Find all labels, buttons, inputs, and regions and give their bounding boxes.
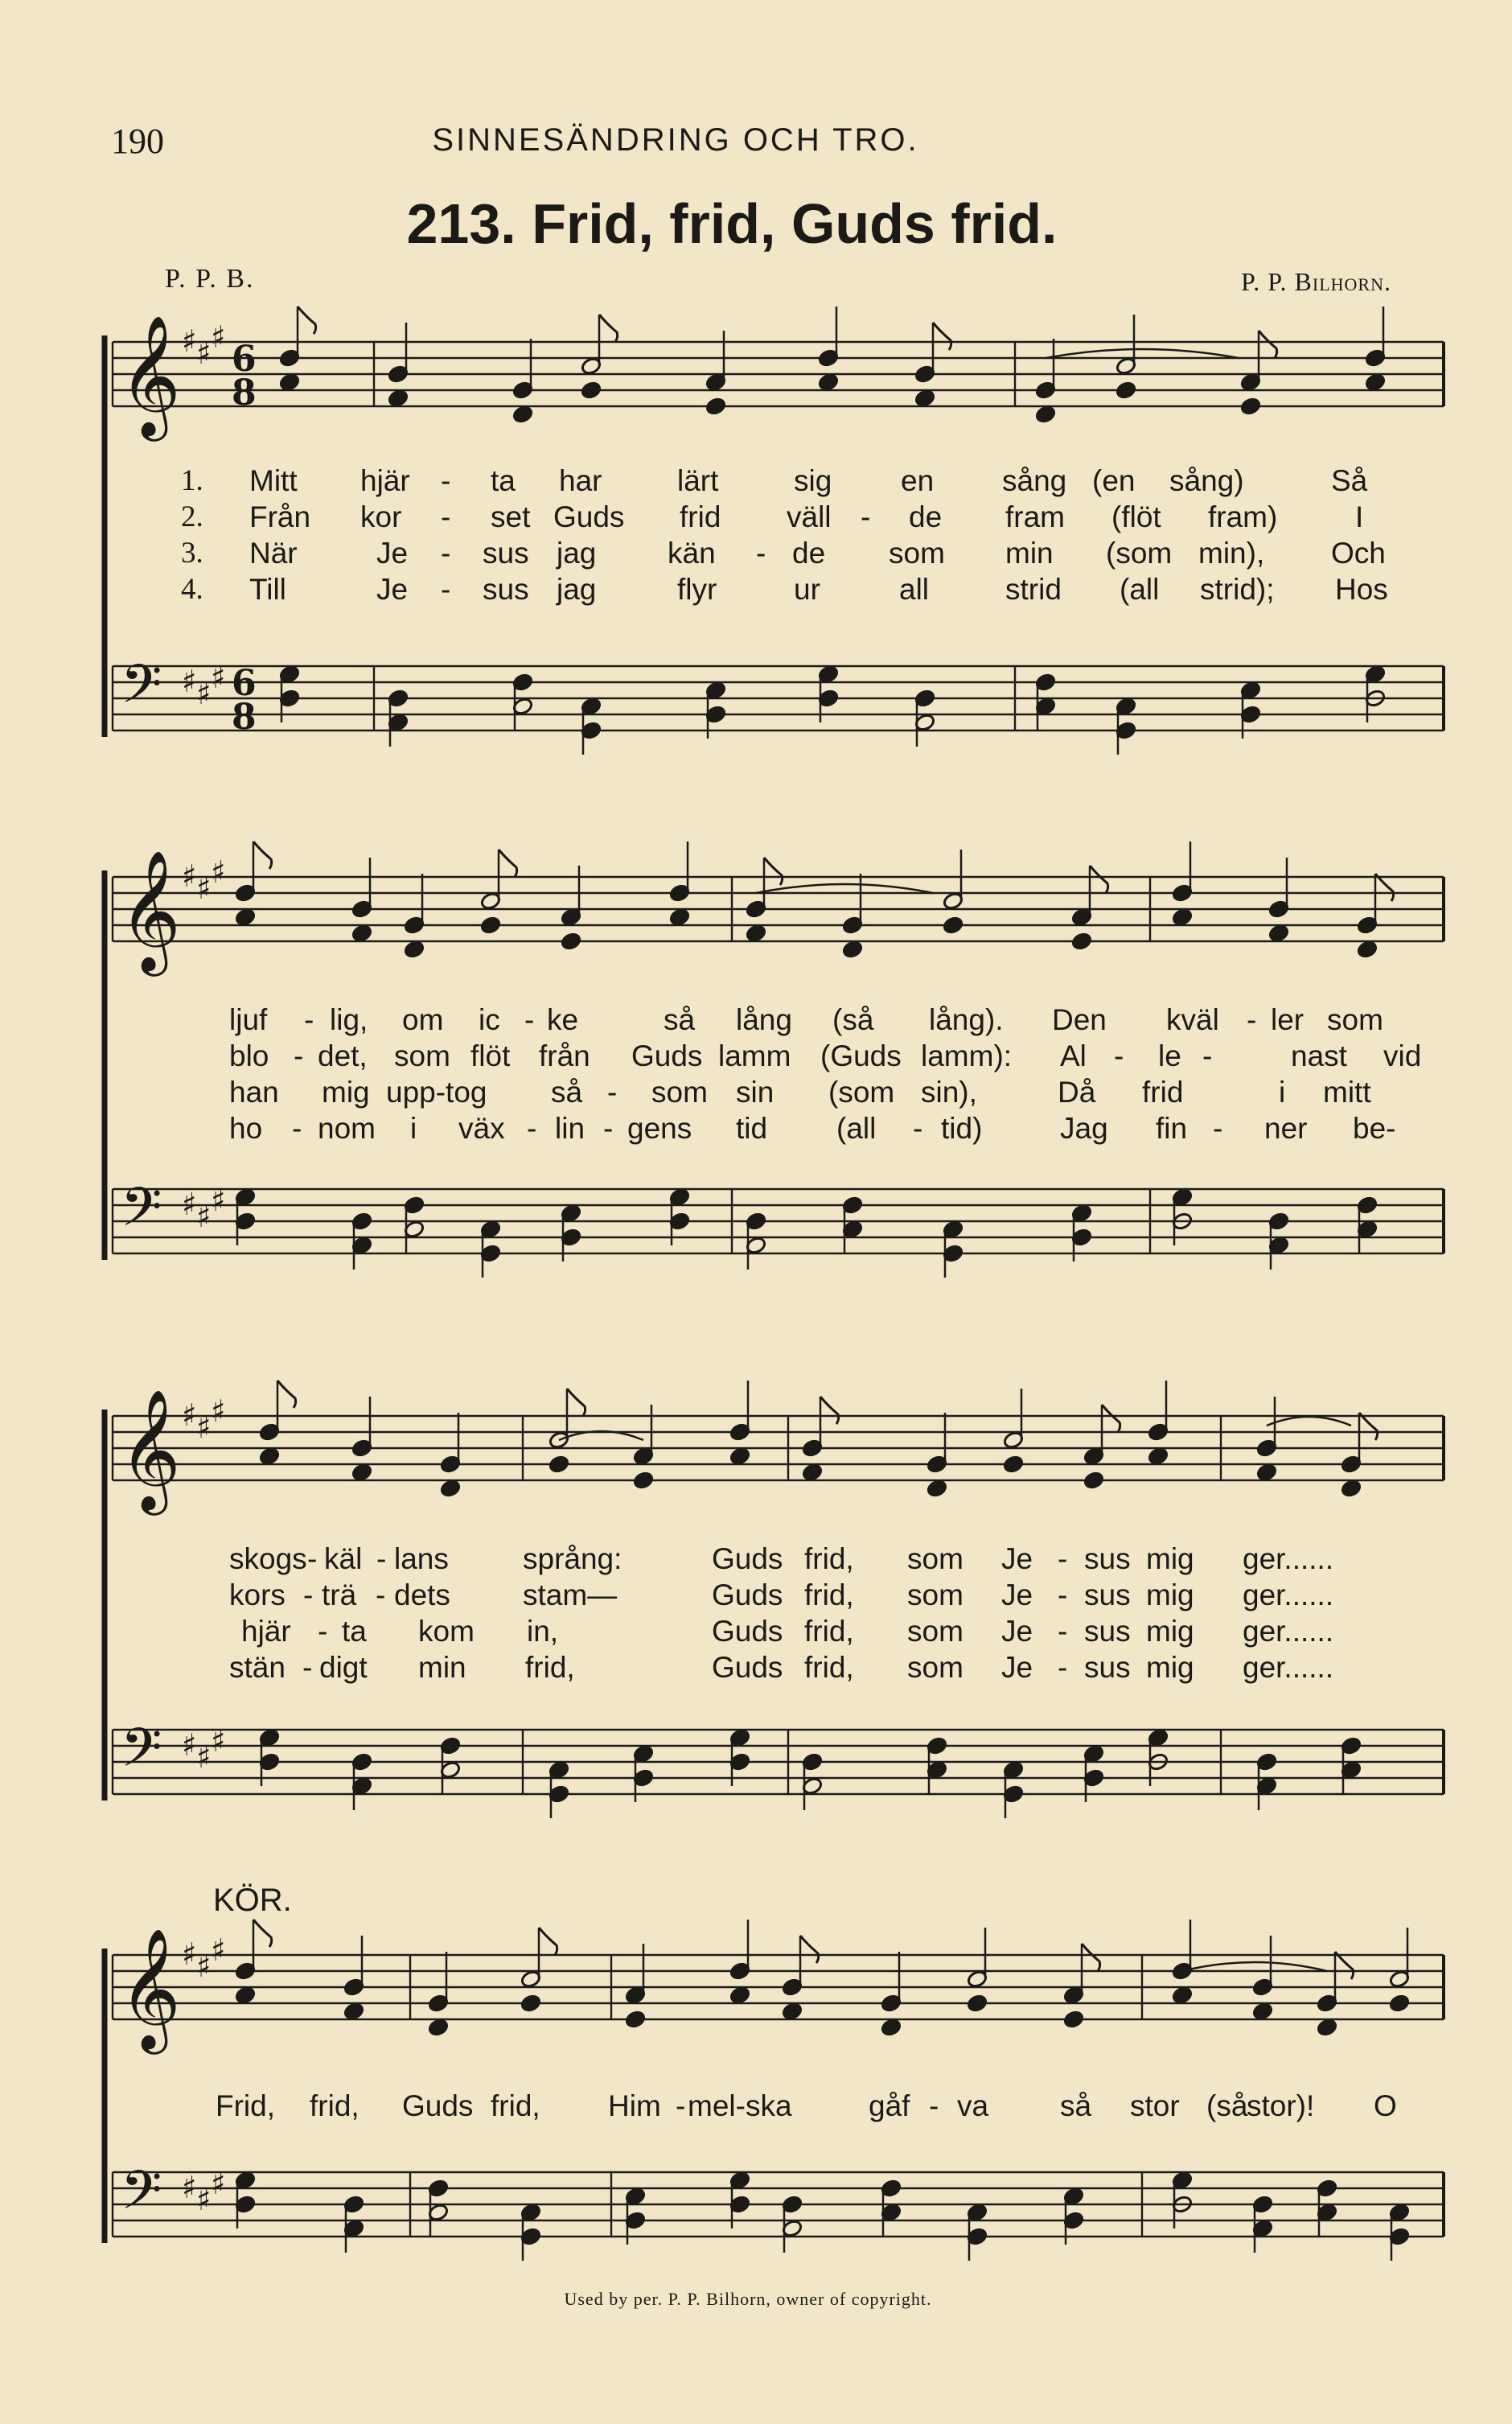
sharp-sign: ♯ bbox=[196, 1199, 212, 1234]
lyric-word: Guds bbox=[712, 1578, 783, 1611]
lyric-word: - bbox=[756, 537, 766, 570]
sharp-sign: ♯ bbox=[196, 1739, 212, 1775]
sharp-sign: ♯ bbox=[211, 854, 226, 890]
treble-clef: 𝄞 bbox=[119, 1388, 181, 1510]
lyric-word: - bbox=[1058, 1651, 1068, 1684]
lyric-word: ger...... bbox=[1243, 1542, 1334, 1575]
lyric-word: frid, bbox=[804, 1651, 854, 1684]
lyric-word: (flöt bbox=[1111, 500, 1161, 533]
lyric-word: digt bbox=[319, 1651, 368, 1684]
lyric-word: - bbox=[441, 537, 451, 570]
lyric-word: - bbox=[303, 1578, 314, 1611]
lyric-word: så bbox=[551, 1076, 583, 1109]
lyric-word: som bbox=[651, 1076, 708, 1109]
lyric-word: frid, bbox=[310, 2089, 360, 2122]
lyric-word: ta bbox=[491, 464, 516, 497]
notehead bbox=[343, 2002, 365, 2021]
lyric-word: lans bbox=[394, 1542, 449, 1575]
lyric-word: gåf bbox=[869, 2089, 910, 2122]
notehead bbox=[235, 1986, 257, 2005]
lyric-word: (som bbox=[1106, 537, 1173, 570]
lyric-word: Jag bbox=[1060, 1112, 1108, 1145]
lyric-word: Je bbox=[376, 537, 409, 570]
lyric-word: sin), bbox=[921, 1076, 977, 1109]
lyric-word: Je bbox=[1001, 1542, 1033, 1575]
lyric-word: stor)! bbox=[1247, 2089, 1315, 2122]
lyric-word: ho bbox=[229, 1112, 263, 1145]
lyric-word: Je bbox=[1001, 1615, 1033, 1648]
lyric-word: Då bbox=[1058, 1076, 1096, 1109]
notehead bbox=[1172, 1986, 1194, 2005]
lyric-word: väll bbox=[787, 500, 832, 533]
lyric-word: lin bbox=[555, 1112, 585, 1145]
lyric-word: mig bbox=[1146, 1578, 1194, 1611]
notehead bbox=[1252, 2002, 1274, 2021]
lyric-word: en bbox=[901, 464, 935, 497]
lyric-word: sus bbox=[1084, 1615, 1131, 1648]
lyric-word: stam— bbox=[523, 1578, 618, 1611]
notehead bbox=[782, 2002, 803, 2021]
lyric-word: ta bbox=[342, 1615, 367, 1648]
lyric-word: Hos bbox=[1335, 573, 1388, 606]
bass-clef: 𝄢 bbox=[121, 653, 162, 728]
sharp-sign: ♯ bbox=[196, 1949, 212, 1984]
sharp-sign: ♯ bbox=[182, 1727, 197, 1763]
lyric-word: - bbox=[302, 1651, 313, 1684]
treble-clef: 𝄞 bbox=[119, 314, 181, 436]
lyric-word: språng: bbox=[523, 1542, 622, 1575]
lyric-word: kväl bbox=[1166, 1003, 1219, 1036]
lyric-word: lamm): bbox=[921, 1039, 1013, 1072]
lyric-word: ke bbox=[547, 1003, 579, 1036]
lyric-word: sus bbox=[1084, 1542, 1131, 1575]
lyric-word: (som bbox=[828, 1076, 895, 1109]
note-flag bbox=[253, 1920, 272, 1947]
lyric-word: stor bbox=[1130, 2089, 1180, 2122]
note-flag bbox=[1082, 1944, 1100, 1971]
lyric-word: Från bbox=[249, 500, 311, 533]
notehead bbox=[881, 2018, 902, 2037]
lyric-word: - bbox=[292, 1112, 302, 1145]
lyric-word: nast bbox=[1291, 1039, 1347, 1072]
lyric-word: in, bbox=[527, 1615, 559, 1648]
lyric-word: sin bbox=[736, 1076, 774, 1109]
lyric-word: upp-tog bbox=[386, 1076, 487, 1109]
lyric-word: - bbox=[524, 1003, 535, 1036]
sharp-sign: ♯ bbox=[211, 660, 226, 695]
lyric-word: min bbox=[1005, 537, 1054, 570]
lyric-word: Him bbox=[608, 2089, 661, 2122]
lyric-word: mitt bbox=[1323, 1076, 1371, 1109]
lyric-word: Guds bbox=[631, 1039, 703, 1072]
copyright-notice: Used by per. P. P. Bilhorn, owner of copyright. bbox=[564, 2289, 932, 2309]
lyric-word: trä bbox=[322, 1578, 357, 1611]
lyric-word: va bbox=[957, 2089, 989, 2122]
lyric-word: blo bbox=[229, 1039, 269, 1072]
lyric-word: sus bbox=[483, 573, 529, 606]
lyric-word: frid, bbox=[804, 1578, 854, 1611]
lyric-word: - bbox=[294, 1039, 304, 1072]
lyric-word: - bbox=[676, 2089, 686, 2122]
verse-number: 1. bbox=[181, 464, 203, 497]
lyric-word: - bbox=[1114, 1039, 1124, 1072]
lyric-word: så bbox=[1060, 2089, 1092, 2122]
lyric-word: ger...... bbox=[1243, 1578, 1334, 1611]
sharp-sign: ♯ bbox=[182, 1187, 197, 1222]
lyric-word: som bbox=[907, 1651, 963, 1684]
lyric-word: - bbox=[913, 1112, 923, 1145]
lyric-word: - bbox=[376, 1578, 386, 1611]
lyric-word: som bbox=[889, 537, 945, 570]
lyric-word: från bbox=[539, 1039, 590, 1072]
composer-credit: P. P. Bilhorn. bbox=[1241, 267, 1391, 296]
verse-number: 3. bbox=[181, 537, 203, 570]
lyric-word: (så bbox=[832, 1003, 874, 1036]
lyric-word: mig bbox=[322, 1076, 370, 1109]
lyric-word: jag bbox=[557, 537, 597, 570]
lyric-word: När bbox=[249, 537, 298, 570]
sharp-sign: ♯ bbox=[182, 323, 197, 359]
lyric-word: flöt bbox=[470, 1039, 511, 1072]
lyric-word: set bbox=[491, 500, 531, 533]
lyric-word: - bbox=[376, 1542, 387, 1575]
lyric-word: (en bbox=[1092, 464, 1136, 497]
sharp-sign: ♯ bbox=[211, 1932, 226, 1968]
lyric-word: Så bbox=[1331, 464, 1368, 497]
lyric-word: Al bbox=[1060, 1039, 1087, 1072]
lyric-word: sig bbox=[794, 464, 832, 497]
running-title: SINNESÄNDRING OCH TRO. bbox=[432, 122, 919, 158]
chorus-label: KÖR. bbox=[213, 1883, 292, 1918]
lyric-word: strid bbox=[1005, 573, 1062, 606]
time-signature-bottom: 8 bbox=[232, 372, 257, 414]
lyric-word: mig bbox=[1146, 1542, 1194, 1575]
lyric-word: sång bbox=[1002, 464, 1067, 497]
lyric-word: kor bbox=[360, 500, 402, 533]
sharp-sign: ♯ bbox=[196, 870, 212, 906]
lyric-word: fram) bbox=[1208, 500, 1278, 533]
lyric-word: kors bbox=[229, 1578, 286, 1611]
lyric-word: frid, bbox=[804, 1542, 854, 1575]
lyric-word: - bbox=[607, 1076, 618, 1109]
lyric-word: hjär bbox=[360, 464, 410, 497]
lyric-word: - bbox=[1202, 1039, 1213, 1072]
verse-number: 2. bbox=[181, 500, 203, 533]
lyric-word: gens bbox=[627, 1112, 692, 1145]
lyric-word: stän bbox=[229, 1651, 286, 1684]
sharp-sign: ♯ bbox=[211, 1723, 226, 1759]
sharp-sign: ♯ bbox=[182, 1936, 197, 1972]
lyric-word: de bbox=[909, 500, 943, 533]
sharp-sign: ♯ bbox=[182, 664, 197, 699]
lyric-word: (så bbox=[1206, 2089, 1248, 2122]
lyric-word: min bbox=[418, 1651, 466, 1684]
lyric-word: - bbox=[1213, 1112, 1223, 1145]
lyric-word: ler bbox=[1271, 1003, 1305, 1036]
lyric-word: som bbox=[907, 1615, 963, 1648]
lyric-word: tid bbox=[736, 1112, 768, 1145]
lyric-word: sus bbox=[1084, 1651, 1131, 1684]
time-signature-bottom: 8 bbox=[232, 697, 257, 738]
lyric-word: - bbox=[929, 2089, 939, 2122]
lyric-word: - bbox=[1058, 1615, 1068, 1648]
lyric-word: - bbox=[1058, 1542, 1068, 1575]
lyric-word: lång bbox=[736, 1003, 792, 1036]
sharp-sign: ♯ bbox=[196, 1410, 212, 1445]
lyric-word: - bbox=[318, 1615, 328, 1648]
treble-clef: 𝄞 bbox=[119, 1927, 181, 2049]
lyric-word: O bbox=[1374, 2089, 1397, 2122]
notehead bbox=[1389, 1994, 1411, 2013]
lyric-word: (all bbox=[836, 1112, 877, 1145]
lyric-word: Guds bbox=[712, 1542, 783, 1575]
notehead bbox=[729, 1986, 751, 2005]
lyric-word: Je bbox=[376, 573, 409, 606]
lyric-word: mel-ska bbox=[688, 2089, 792, 2122]
lyrics-chorus bbox=[0, 2088, 1512, 2124]
sharp-sign: ♯ bbox=[182, 858, 197, 894]
lyric-word: Mitt bbox=[249, 464, 298, 497]
lyric-word: har bbox=[559, 464, 602, 497]
lyric-word: min), bbox=[1198, 537, 1265, 570]
lyric-word: som bbox=[394, 1039, 450, 1072]
lyric-word: all bbox=[899, 573, 930, 606]
lyric-word: I bbox=[1355, 500, 1364, 533]
lyric-word: be- bbox=[1353, 1112, 1396, 1145]
lyric-word: Till bbox=[249, 573, 286, 606]
lyric-word: Guds bbox=[712, 1615, 783, 1648]
lyric-word: frid, bbox=[491, 2089, 540, 2122]
treble-clef: 𝄞 bbox=[119, 849, 181, 971]
lyric-word: lig, bbox=[330, 1003, 368, 1036]
lyric-word: jag bbox=[557, 573, 597, 606]
lyric-word: Den bbox=[1052, 1003, 1107, 1036]
notehead bbox=[967, 1994, 988, 2013]
lyric-word: flyr bbox=[677, 573, 717, 606]
sharp-sign: ♯ bbox=[211, 319, 226, 355]
tie bbox=[1182, 1962, 1327, 1971]
lyric-word: strid); bbox=[1200, 573, 1275, 606]
lyric-word: - bbox=[441, 573, 451, 606]
lyric-word: (Guds bbox=[820, 1039, 902, 1072]
lyric-word: Frid, bbox=[216, 2089, 275, 2122]
lyric-word: (all bbox=[1120, 573, 1160, 606]
lyric-word: i bbox=[410, 1112, 417, 1145]
lyric-word: fin bbox=[1156, 1112, 1188, 1145]
lyric-word: väx bbox=[458, 1112, 505, 1145]
lyric-word: som bbox=[907, 1578, 963, 1611]
lyric-word: dets bbox=[394, 1578, 450, 1611]
lyric-word: så bbox=[664, 1003, 696, 1036]
sharp-sign: ♯ bbox=[196, 676, 212, 711]
lyric-word: skogs bbox=[229, 1542, 307, 1575]
sharp-sign: ♯ bbox=[196, 2182, 212, 2217]
notehead bbox=[428, 2018, 450, 2037]
note-flag bbox=[800, 1936, 819, 1963]
lyric-word: - bbox=[603, 1112, 614, 1145]
lyric-word: mig bbox=[1146, 1615, 1194, 1648]
hymn-title: 213. Frid, frid, Guds frid. bbox=[406, 192, 1058, 255]
lyric-word: lärt bbox=[677, 464, 719, 497]
lyric-word: frid, bbox=[804, 1615, 854, 1648]
lyric-word: le bbox=[1158, 1039, 1181, 1072]
bass-clef: 𝄢 bbox=[121, 1176, 162, 1251]
lyric-word: ljuf bbox=[229, 1003, 268, 1036]
time-signature-top: 6 bbox=[232, 663, 257, 704]
sharp-sign: ♯ bbox=[211, 2166, 226, 2201]
lyric-word: det, bbox=[318, 1039, 368, 1072]
lyric-word: frid bbox=[680, 500, 721, 533]
lyric-word: som bbox=[1327, 1003, 1383, 1036]
lyric-word: frid, bbox=[525, 1651, 575, 1684]
lyric-word: ger...... bbox=[1243, 1615, 1334, 1648]
lyric-word: - bbox=[527, 1112, 537, 1145]
lyric-word: om bbox=[402, 1003, 444, 1036]
bass-clef: 𝄢 bbox=[121, 1717, 162, 1792]
lyric-word: sång) bbox=[1169, 464, 1244, 497]
sharp-sign: ♯ bbox=[196, 335, 212, 371]
lyric-word: tid) bbox=[941, 1112, 983, 1145]
lyric-word: Je bbox=[1001, 1578, 1033, 1611]
lyric-word: ner bbox=[1264, 1112, 1308, 1145]
lyric-word: ic bbox=[479, 1003, 500, 1036]
lyricist-credit: P. P. B. bbox=[165, 264, 255, 294]
lyric-word: - bbox=[304, 1003, 314, 1036]
sharp-sign: ♯ bbox=[211, 1183, 226, 1218]
lyric-word: hjär bbox=[241, 1615, 291, 1648]
lyric-word: - bbox=[307, 1542, 318, 1575]
lyric-word: - bbox=[441, 500, 451, 533]
lyric-word: han bbox=[229, 1076, 279, 1109]
sharp-sign: ♯ bbox=[182, 1397, 197, 1433]
bass-clef: 𝄢 bbox=[121, 2159, 162, 2234]
note-flag bbox=[539, 1928, 557, 1955]
notehead bbox=[1063, 2010, 1085, 2029]
lyric-word: de bbox=[792, 537, 826, 570]
time-signature-top: 6 bbox=[232, 339, 257, 380]
lyric-word: vid bbox=[1383, 1039, 1422, 1072]
lyric-word: - bbox=[1058, 1578, 1068, 1611]
lyric-word: sus bbox=[483, 537, 529, 570]
lyric-word: mig bbox=[1146, 1651, 1194, 1684]
lyric-word: Je bbox=[1001, 1651, 1033, 1684]
lyric-word: lamm bbox=[718, 1039, 791, 1072]
lyric-word: kom bbox=[418, 1615, 475, 1648]
sharp-sign: ♯ bbox=[182, 2170, 197, 2205]
sharp-sign: ♯ bbox=[211, 1393, 226, 1429]
lyric-word: - bbox=[441, 464, 451, 497]
lyric-word: ur bbox=[794, 573, 820, 606]
lyric-word: fram bbox=[1005, 500, 1065, 533]
verse-number: 4. bbox=[181, 573, 203, 606]
lyric-word: nom bbox=[318, 1112, 376, 1145]
lyric-word: som bbox=[907, 1542, 963, 1575]
lyric-word: ger...... bbox=[1243, 1651, 1334, 1684]
verse-line bbox=[0, 2088, 1512, 2124]
lyric-word: sus bbox=[1084, 1578, 1131, 1611]
lyric-word: Och bbox=[1331, 537, 1386, 570]
notehead bbox=[520, 1994, 542, 2013]
lyric-word: kän bbox=[668, 537, 716, 570]
lyric-word: - bbox=[861, 500, 871, 533]
lyric-word: - bbox=[1247, 1003, 1257, 1036]
notehead bbox=[625, 2010, 647, 2029]
lyric-word: i bbox=[1279, 1076, 1286, 1109]
lyric-word: frid bbox=[1142, 1076, 1184, 1109]
lyric-word: käl bbox=[324, 1542, 363, 1575]
lyric-word: Guds bbox=[553, 500, 625, 533]
lyric-word: lång). bbox=[929, 1003, 1004, 1036]
lyric-word: Guds bbox=[712, 1651, 783, 1684]
lyric-word: Guds bbox=[402, 2089, 474, 2122]
notehead bbox=[1317, 2018, 1338, 2037]
page-number: 190 bbox=[111, 121, 164, 161]
